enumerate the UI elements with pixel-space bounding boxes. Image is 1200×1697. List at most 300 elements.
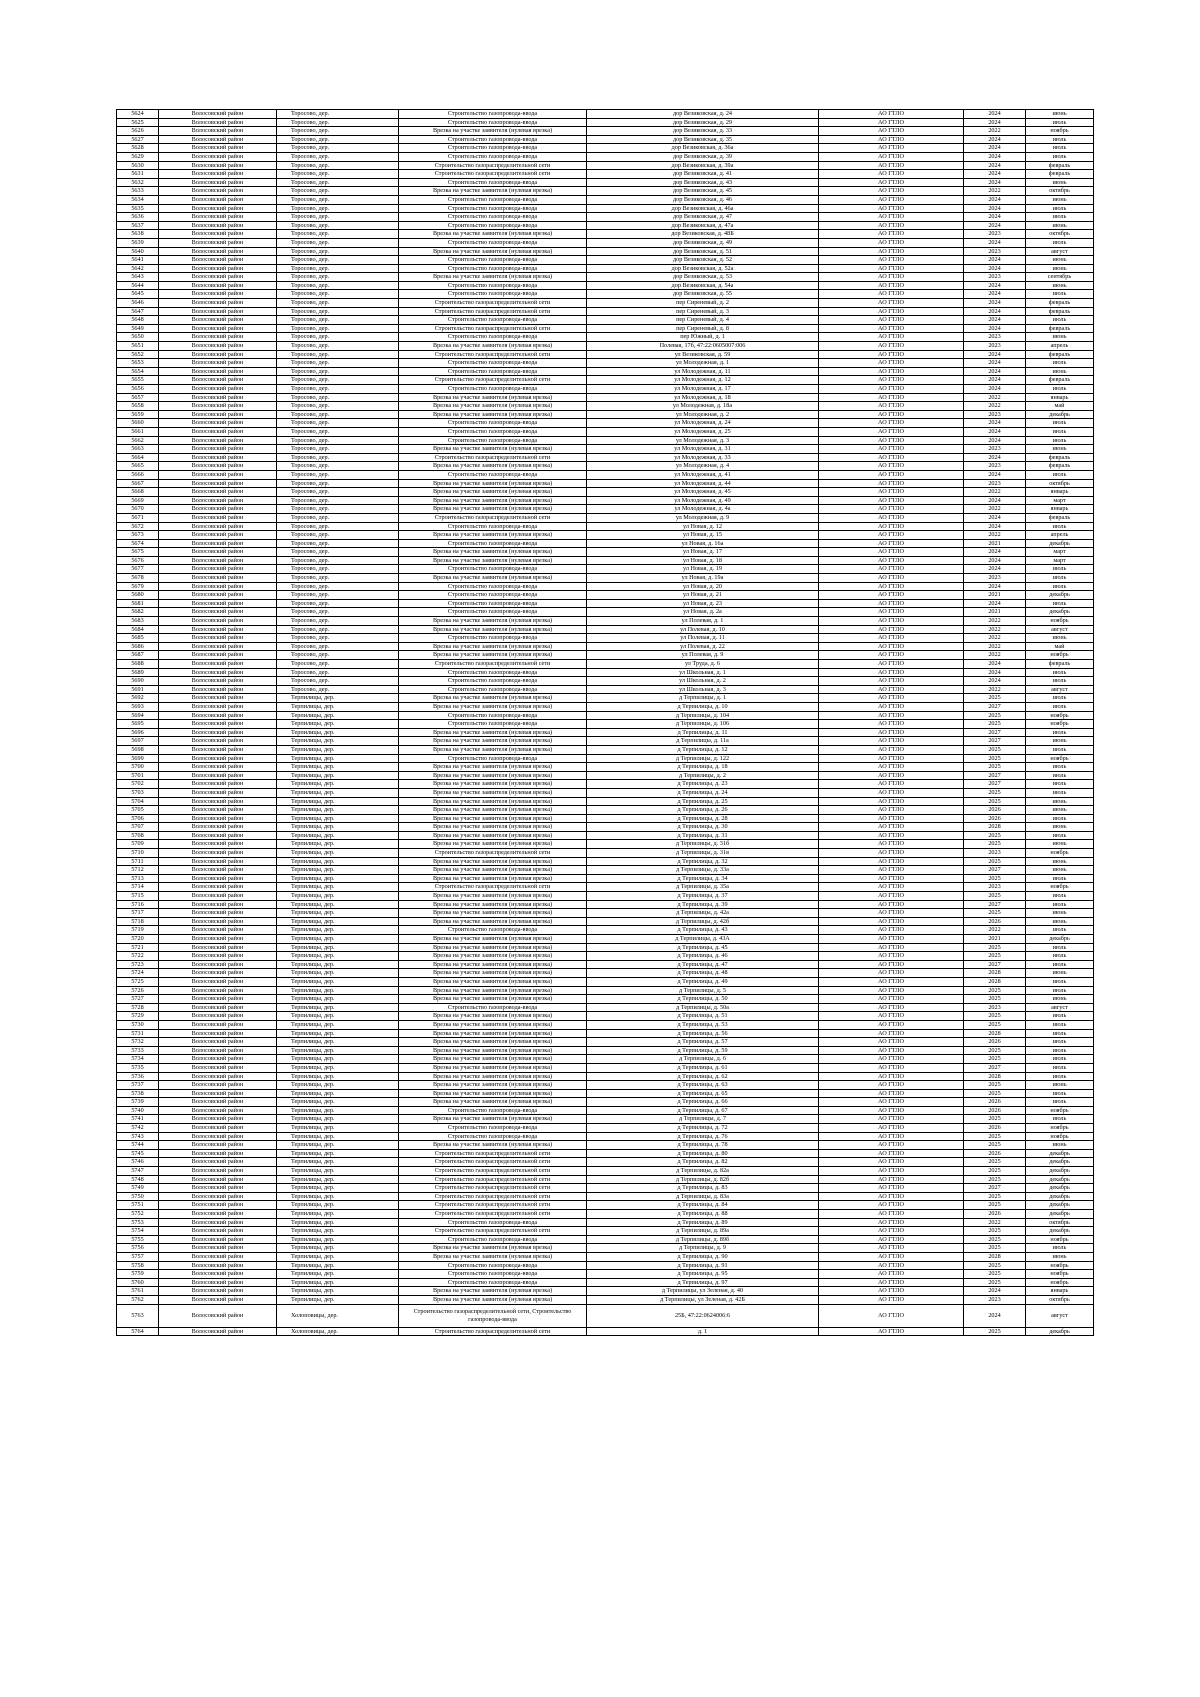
cell-contractor: АО ГТЛО [819, 823, 964, 832]
cell-row-number: 5737 [117, 1081, 159, 1090]
cell-district: Волосовский район [159, 479, 277, 488]
cell-locality: Торосово, дер. [277, 316, 399, 325]
cell-month: декабрь [1026, 1227, 1094, 1236]
cell-row-number: 5646 [117, 299, 159, 308]
cell-work-type: Врезка на участке заявителя (нулевая врезка) [399, 1252, 587, 1261]
cell-year: 2028 [964, 969, 1026, 978]
cell-locality: Терпилицы, дер. [277, 1270, 399, 1279]
cell-row-number: 5736 [117, 1072, 159, 1081]
cell-month: май [1026, 642, 1094, 651]
cell-address: дор Везиковская, д. 45 [587, 187, 819, 196]
cell-work-type: Строительство газораспределительной сети [399, 299, 587, 308]
cell-address: д Терпилицы, д. 37 [587, 892, 819, 901]
cell-month: июнь [1026, 445, 1094, 454]
cell-district: Волосовский район [159, 556, 277, 565]
cell-district: Волосовский район [159, 1029, 277, 1038]
cell-locality: Холоповицы, дер. [277, 1304, 399, 1327]
cell-work-type: Строительство газопровода-ввода [399, 539, 587, 548]
cell-contractor: АО ГТЛО [819, 960, 964, 969]
cell-row-number: 5705 [117, 806, 159, 815]
cell-work-type: Врезка на участке заявителя (нулевая врезка) [399, 797, 587, 806]
cell-row-number: 5692 [117, 694, 159, 703]
cell-month: февраль [1026, 170, 1094, 179]
cell-address: дор Везиковская, д. 49 [587, 238, 819, 247]
cell-work-type: Врезка на участке заявителя (нулевая врезка) [399, 617, 587, 626]
cell-contractor: АО ГТЛО [819, 445, 964, 454]
cell-contractor: АО ГТЛО [819, 1278, 964, 1287]
cell-contractor: АО ГТЛО [819, 935, 964, 944]
cell-contractor: АО ГТЛО [819, 1106, 964, 1115]
cell-district: Волосовский район [159, 565, 277, 574]
cell-year: 2022 [964, 651, 1026, 660]
table-row [117, 685, 1094, 694]
table-row [117, 427, 1094, 436]
cell-district: Волосовский район [159, 745, 277, 754]
table-row [117, 1184, 1094, 1193]
cell-district: Волосовский район [159, 385, 277, 394]
table-row [117, 118, 1094, 127]
cell-district: Волосовский район [159, 1304, 277, 1327]
cell-year: 2021 [964, 608, 1026, 617]
cell-contractor: АО ГТЛО [819, 977, 964, 986]
cell-contractor: АО ГТЛО [819, 1003, 964, 1012]
cell-contractor: АО ГТЛО [819, 1287, 964, 1296]
cell-year: 2023 [964, 883, 1026, 892]
cell-month: ноябрь [1026, 127, 1094, 136]
cell-contractor: АО ГТЛО [819, 1158, 964, 1167]
cell-year: 2026 [964, 1106, 1026, 1115]
cell-district: Волосовский район [159, 1295, 277, 1304]
cell-contractor: АО ГТЛО [819, 634, 964, 643]
cell-row-number: 5650 [117, 333, 159, 342]
cell-row-number: 5725 [117, 977, 159, 986]
cell-district: Волосовский район [159, 685, 277, 694]
cell-address: д Терпилицы, д. 48 [587, 969, 819, 978]
table-row [117, 333, 1094, 342]
table-row [117, 1046, 1094, 1055]
cell-work-type: Строительство газопровода-ввода [399, 281, 587, 290]
cell-month: июль [1026, 694, 1094, 703]
table-row [117, 488, 1094, 497]
cell-row-number: 5743 [117, 1132, 159, 1141]
cell-district: Волосовский район [159, 926, 277, 935]
cell-row-number: 5720 [117, 935, 159, 944]
cell-district: Волосовский район [159, 350, 277, 359]
cell-month: июль [1026, 831, 1094, 840]
cell-contractor: АО ГТЛО [819, 513, 964, 522]
cell-year: 2023 [964, 273, 1026, 282]
cell-year: 2028 [964, 1072, 1026, 1081]
cell-contractor: АО ГТЛО [819, 797, 964, 806]
table-row [117, 1081, 1094, 1090]
cell-contractor: АО ГТЛО [819, 1167, 964, 1176]
cell-row-number: 5701 [117, 771, 159, 780]
cell-district: Волосовский район [159, 806, 277, 815]
cell-year: 2027 [964, 728, 1026, 737]
cell-address: д Терпилицы, д. 90 [587, 1252, 819, 1261]
cell-year: 2025 [964, 1089, 1026, 1098]
cell-address: д Терпилицы, д. 82б [587, 1175, 819, 1184]
cell-work-type: Врезка на участке заявителя (нулевая врезка) [399, 831, 587, 840]
cell-locality: Торосово, дер. [277, 608, 399, 617]
cell-district: Волосовский район [159, 1038, 277, 1047]
cell-year: 2023 [964, 342, 1026, 351]
cell-month: июль [1026, 1012, 1094, 1021]
cell-district: Волосовский район [159, 505, 277, 514]
cell-district: Волосовский район [159, 1063, 277, 1072]
cell-work-type: Врезка на участке заявителя (нулевая врезка) [399, 745, 587, 754]
cell-address: д Терпилицы, д. 72 [587, 1124, 819, 1133]
cell-contractor: АО ГТЛО [819, 900, 964, 909]
cell-row-number: 5674 [117, 539, 159, 548]
cell-district: Волосовский район [159, 264, 277, 273]
table-row [117, 556, 1094, 565]
cell-work-type: Строительство газопровода-ввода [399, 359, 587, 368]
cell-work-type: Строительство газопровода-ввода [399, 264, 587, 273]
table-row [117, 256, 1094, 265]
table-row [117, 367, 1094, 376]
cell-work-type: Врезка на участке заявителя (нулевая врезка) [399, 1244, 587, 1253]
cell-year: 2024 [964, 1304, 1026, 1327]
cell-month: июль [1026, 1089, 1094, 1098]
cell-locality: Торосово, дер. [277, 427, 399, 436]
cell-contractor: АО ГТЛО [819, 625, 964, 634]
cell-contractor: АО ГТЛО [819, 496, 964, 505]
cell-work-type: Строительство газораспределительной сети [399, 1227, 587, 1236]
cell-address: 25Б, 47:22:0624006:6 [587, 1304, 819, 1327]
table-row [117, 771, 1094, 780]
cell-locality: Холоповицы, дер. [277, 1327, 399, 1336]
cell-district: Волосовский район [159, 737, 277, 746]
cell-work-type: Строительство газопровода-ввода [399, 316, 587, 325]
cell-year: 2024 [964, 161, 1026, 170]
cell-district: Волосовский район [159, 1252, 277, 1261]
cell-district: Волосовский район [159, 1098, 277, 1107]
table-row [117, 668, 1094, 677]
table-row [117, 135, 1094, 144]
cell-contractor: АО ГТЛО [819, 1175, 964, 1184]
cell-locality: Торосово, дер. [277, 513, 399, 522]
cell-row-number: 5710 [117, 849, 159, 858]
cell-contractor: АО ГТЛО [819, 737, 964, 746]
cell-month: июль [1026, 574, 1094, 583]
cell-locality: Терпилицы, дер. [277, 1003, 399, 1012]
cell-address: д Терпилицы, д. 30 [587, 823, 819, 832]
cell-row-number: 5694 [117, 711, 159, 720]
cell-month: июль [1026, 522, 1094, 531]
cell-year: 2024 [964, 565, 1026, 574]
table-row [117, 866, 1094, 875]
table-row [117, 127, 1094, 136]
cell-district: Волосовский район [159, 1210, 277, 1219]
table-row [117, 1098, 1094, 1107]
cell-address: д Терпилицы, д. 35а [587, 883, 819, 892]
cell-district: Волосовский район [159, 539, 277, 548]
cell-year: 2025 [964, 720, 1026, 729]
cell-row-number: 5697 [117, 737, 159, 746]
cell-district: Волосовский район [159, 909, 277, 918]
cell-contractor: АО ГТЛО [819, 1244, 964, 1253]
cell-contractor: АО ГТЛО [819, 831, 964, 840]
cell-locality: Торосово, дер. [277, 539, 399, 548]
cell-row-number: 5666 [117, 470, 159, 479]
cell-contractor: АО ГТЛО [819, 118, 964, 127]
cell-locality: Терпилицы, дер. [277, 1098, 399, 1107]
table-row [117, 393, 1094, 402]
cell-district: Волосовский район [159, 273, 277, 282]
cell-address: д Терпилицы, д. 76 [587, 1132, 819, 1141]
cell-month: август [1026, 625, 1094, 634]
cell-work-type: Строительство газораспределительной сети [399, 161, 587, 170]
cell-work-type: Врезка на участке заявителя (нулевая врезка) [399, 780, 587, 789]
cell-year: 2025 [964, 754, 1026, 763]
cell-work-type: Строительство газопровода-ввода [399, 333, 587, 342]
cell-year: 2025 [964, 1201, 1026, 1210]
table-row [117, 634, 1094, 643]
cell-year: 2025 [964, 1055, 1026, 1064]
cell-contractor: АО ГТЛО [819, 488, 964, 497]
cell-locality: Торосово, дер. [277, 599, 399, 608]
cell-contractor: АО ГТЛО [819, 548, 964, 557]
cell-row-number: 5733 [117, 1046, 159, 1055]
cell-row-number: 5659 [117, 410, 159, 419]
cell-year: 2022 [964, 625, 1026, 634]
cell-locality: Торосово, дер. [277, 230, 399, 239]
cell-row-number: 5665 [117, 462, 159, 471]
cell-month: август [1026, 1003, 1094, 1012]
cell-work-type: Строительство газопровода-ввода [399, 470, 587, 479]
cell-contractor: АО ГТЛО [819, 642, 964, 651]
cell-contractor: АО ГТЛО [819, 771, 964, 780]
cell-row-number: 5755 [117, 1235, 159, 1244]
cell-year: 2025 [964, 1270, 1026, 1279]
cell-locality: Терпилицы, дер. [277, 780, 399, 789]
table-row [117, 702, 1094, 711]
table-row [117, 986, 1094, 995]
cell-work-type: Строительство газораспределительной сети [399, 1175, 587, 1184]
cell-row-number: 5679 [117, 582, 159, 591]
cell-contractor: АО ГТЛО [819, 359, 964, 368]
cell-row-number: 5735 [117, 1063, 159, 1072]
cell-work-type: Врезка на участке заявителя (нулевая врезка) [399, 402, 587, 411]
cell-month: октябрь [1026, 1218, 1094, 1227]
cell-locality: Торосово, дер. [277, 307, 399, 316]
cell-locality: Торосово, дер. [277, 634, 399, 643]
cell-row-number: 5719 [117, 926, 159, 935]
cell-year: 2025 [964, 1012, 1026, 1021]
cell-locality: Терпилицы, дер. [277, 1244, 399, 1253]
cell-locality: Торосово, дер. [277, 660, 399, 669]
cell-address: д Терпилицы, д. 2 [587, 771, 819, 780]
table-row [117, 213, 1094, 222]
cell-month: июль [1026, 677, 1094, 686]
cell-work-type: Врезка на участке заявителя (нулевая врезка) [399, 728, 587, 737]
cell-district: Волосовский район [159, 376, 277, 385]
cell-contractor: АО ГТЛО [819, 367, 964, 376]
table-row [117, 892, 1094, 901]
cell-work-type: Врезка на участке заявителя (нулевая врезка) [399, 574, 587, 583]
cell-district: Волосовский район [159, 1235, 277, 1244]
table-row [117, 496, 1094, 505]
cell-month: июнь [1026, 367, 1094, 376]
cell-row-number: 5631 [117, 170, 159, 179]
cell-locality: Торосово, дер. [277, 144, 399, 153]
cell-year: 2024 [964, 522, 1026, 531]
cell-contractor: АО ГТЛО [819, 660, 964, 669]
cell-year: 2022 [964, 393, 1026, 402]
cell-address: дор Везиковская, д. 33 [587, 127, 819, 136]
cell-contractor: АО ГТЛО [819, 591, 964, 600]
cell-work-type: Врезка на участке заявителя (нулевая врезка) [399, 995, 587, 1004]
cell-month: июль [1026, 436, 1094, 445]
cell-row-number: 5639 [117, 238, 159, 247]
cell-month: март [1026, 548, 1094, 557]
cell-year: 2024 [964, 178, 1026, 187]
cell-year: 2025 [964, 840, 1026, 849]
cell-month: июнь [1026, 969, 1094, 978]
table-row [117, 806, 1094, 815]
cell-month: июнь [1026, 995, 1094, 1004]
cell-district: Волосовский район [159, 1327, 277, 1336]
cell-address: дор Везиковская, д. 52а [587, 264, 819, 273]
cell-row-number: 5704 [117, 797, 159, 806]
cell-work-type: Врезка на участке заявителя (нулевая врезка) [399, 806, 587, 815]
cell-district: Волосовский район [159, 299, 277, 308]
table-row [117, 359, 1094, 368]
cell-year: 2022 [964, 685, 1026, 694]
table-row [117, 230, 1094, 239]
cell-row-number: 5637 [117, 221, 159, 230]
cell-year: 2025 [964, 874, 1026, 883]
cell-year: 2028 [964, 1029, 1026, 1038]
cell-district: Волосовский район [159, 977, 277, 986]
cell-contractor: АО ГТЛО [819, 599, 964, 608]
table-row [117, 917, 1094, 926]
cell-district: Волосовский район [159, 582, 277, 591]
cell-district: Волосовский район [159, 290, 277, 299]
cell-district: Волосовский район [159, 1270, 277, 1279]
cell-district: Волосовский район [159, 419, 277, 428]
cell-contractor: АО ГТЛО [819, 333, 964, 342]
table-row [117, 178, 1094, 187]
cell-address: д Терпилицы, д. 63 [587, 1081, 819, 1090]
cell-year: 2024 [964, 118, 1026, 127]
cell-district: Волосовский район [159, 823, 277, 832]
table-row [117, 797, 1094, 806]
cell-district: Волосовский район [159, 127, 277, 136]
cell-work-type: Врезка на участке заявителя (нулевая врезка) [399, 1089, 587, 1098]
cell-district: Волосовский район [159, 221, 277, 230]
table-row [117, 1167, 1094, 1176]
cell-month: февраль [1026, 324, 1094, 333]
cell-locality: Терпилицы, дер. [277, 883, 399, 892]
cell-address: ул Молодежная, д. 11 [587, 367, 819, 376]
cell-work-type: Врезка на участке заявителя (нулевая врезка) [399, 960, 587, 969]
cell-month: декабрь [1026, 1201, 1094, 1210]
cell-row-number: 5660 [117, 419, 159, 428]
cell-locality: Терпилицы, дер. [277, 943, 399, 952]
cell-contractor: АО ГТЛО [819, 316, 964, 325]
cell-locality: Торосово, дер. [277, 565, 399, 574]
cell-row-number: 5627 [117, 135, 159, 144]
cell-district: Волосовский район [159, 367, 277, 376]
cell-year: 2024 [964, 359, 1026, 368]
cell-row-number: 5754 [117, 1227, 159, 1236]
cell-locality: Терпилицы, дер. [277, 1158, 399, 1167]
cell-row-number: 5724 [117, 969, 159, 978]
cell-locality: Торосово, дер. [277, 204, 399, 213]
cell-month: июль [1026, 728, 1094, 737]
cell-month: июнь [1026, 823, 1094, 832]
cell-locality: Терпилицы, дер. [277, 1201, 399, 1210]
table-row [117, 909, 1094, 918]
table-row [117, 1252, 1094, 1261]
cell-row-number: 5740 [117, 1106, 159, 1115]
cell-work-type: Строительство газопровода-ввода [399, 565, 587, 574]
cell-year: 2025 [964, 943, 1026, 952]
cell-row-number: 5690 [117, 677, 159, 686]
cell-year: 2022 [964, 926, 1026, 935]
cell-district: Волосовский район [159, 1020, 277, 1029]
cell-locality: Торосово, дер. [277, 178, 399, 187]
table-row [117, 660, 1094, 669]
cell-month: июль [1026, 814, 1094, 823]
cell-work-type: Строительство газораспределительной сети [399, 1327, 587, 1336]
cell-year: 2024 [964, 385, 1026, 394]
cell-year: 2025 [964, 1167, 1026, 1176]
cell-year: 2024 [964, 453, 1026, 462]
cell-contractor: АО ГТЛО [819, 694, 964, 703]
cell-work-type: Врезка на участке заявителя (нулевая врезка) [399, 488, 587, 497]
cell-month: декабрь [1026, 608, 1094, 617]
table-row [117, 599, 1094, 608]
cell-district: Волосовский район [159, 427, 277, 436]
cell-locality: Терпилицы, дер. [277, 1081, 399, 1090]
cell-row-number: 5645 [117, 290, 159, 299]
cell-month: декабрь [1026, 1167, 1094, 1176]
cell-work-type: Врезка на участке заявителя (нулевая врезка) [399, 1081, 587, 1090]
cell-year: 2024 [964, 496, 1026, 505]
cell-month: февраль [1026, 513, 1094, 522]
cell-year: 2027 [964, 1063, 1026, 1072]
cell-year: 2025 [964, 1046, 1026, 1055]
cell-address: ул Молодежная, д. 17 [587, 385, 819, 394]
cell-work-type: Строительство газопровода-ввода [399, 634, 587, 643]
cell-work-type: Врезка на участке заявителя (нулевая врезка) [399, 445, 587, 454]
cell-locality: Торосово, дер. [277, 505, 399, 514]
cell-contractor: АО ГТЛО [819, 213, 964, 222]
cell-locality: Торосово, дер. [277, 453, 399, 462]
cell-year: 2024 [964, 299, 1026, 308]
cell-year: 2024 [964, 660, 1026, 669]
cell-locality: Торосово, дер. [277, 462, 399, 471]
cell-address: дор Везиковская, д. 39 [587, 152, 819, 161]
cell-row-number: 5752 [117, 1210, 159, 1219]
cell-district: Волосовский район [159, 118, 277, 127]
cell-year: 2024 [964, 513, 1026, 522]
cell-address: ул Молодежная, д. 41 [587, 470, 819, 479]
cell-address: д Терпилицы, д. 83 [587, 1184, 819, 1193]
cell-year: 2027 [964, 866, 1026, 875]
cell-row-number: 5624 [117, 110, 159, 119]
cell-work-type: Врезка на участке заявителя (нулевая врезка) [399, 892, 587, 901]
cell-month: июль [1026, 977, 1094, 986]
cell-year: 2025 [964, 1278, 1026, 1287]
cell-work-type: Строительство газопровода-ввода [399, 178, 587, 187]
cell-contractor: АО ГТЛО [819, 668, 964, 677]
cell-contractor: АО ГТЛО [819, 788, 964, 797]
cell-address: дор Везиковская, д. 24 [587, 110, 819, 119]
